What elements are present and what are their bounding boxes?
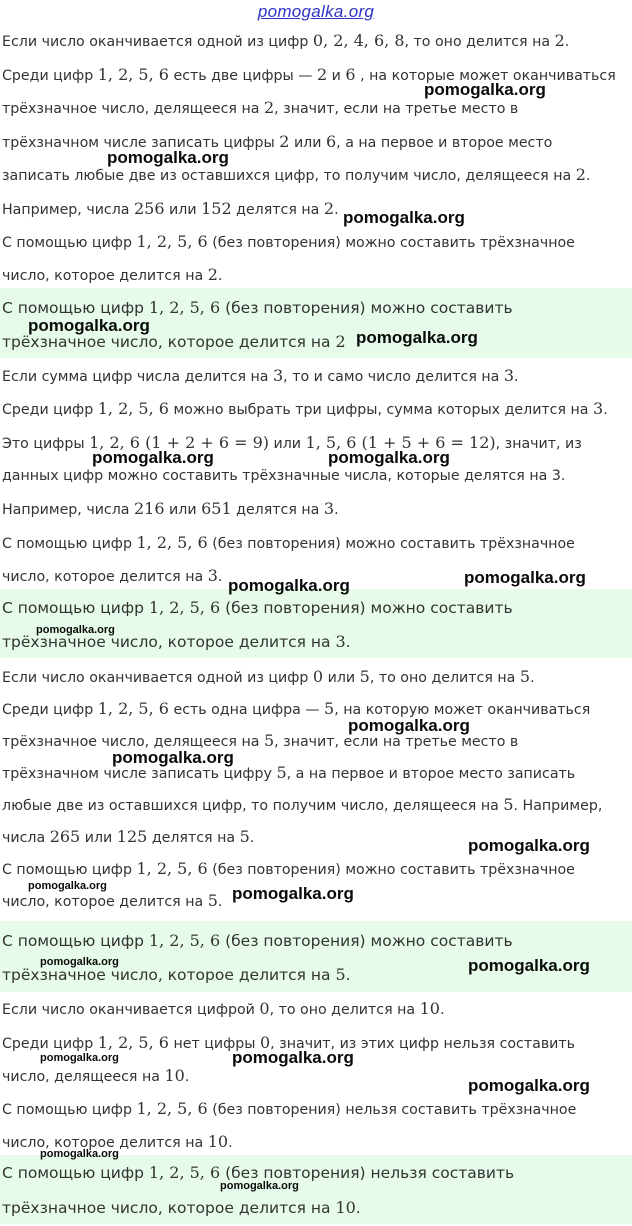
text-run: . <box>514 369 519 385</box>
watermark: pomogalka.org <box>348 716 470 735</box>
text-run: . <box>217 268 223 284</box>
math-expression: 5 <box>519 667 531 686</box>
text-run: . <box>334 502 339 518</box>
text-run: С помощью цифр <box>2 1102 137 1118</box>
math-expression: 2 <box>554 31 565 50</box>
math-expression: 3 <box>207 566 218 585</box>
text-run: С помощью цифр <box>2 235 137 251</box>
watermark: pomogalka.org <box>468 956 590 975</box>
math-expression: 6 <box>345 65 356 84</box>
watermark: pomogalka.org <box>107 148 229 167</box>
math-expression: 216 <box>134 499 165 518</box>
watermark: pomogalka.org <box>228 576 350 595</box>
text-run: или <box>269 436 306 452</box>
text-run: есть две цифры — <box>168 68 317 84</box>
text-run: или <box>164 202 202 218</box>
text-run: . <box>530 670 535 686</box>
watermark: pomogalka.org <box>232 884 354 903</box>
text-run: число, делящееся на <box>2 1069 165 1085</box>
math-expression: 1, 2, 5, 6 <box>97 399 169 418</box>
solution-line <box>2 859 628 880</box>
solution-line <box>2 667 628 688</box>
math-expression: 265 <box>49 827 81 846</box>
watermark: pomogalka.org <box>356 328 478 347</box>
math-expression: 3 <box>323 499 335 518</box>
text-run: (без повторения) можно составить <box>220 299 513 317</box>
math-expression: 1, 2, 5, 6 <box>136 1099 208 1118</box>
text-run: , значит, из этих цифр нельзя составить <box>270 1036 576 1052</box>
solution-line <box>2 699 628 720</box>
solution-line <box>2 98 628 119</box>
text-run: или <box>323 670 360 686</box>
math-expression: 5 <box>239 827 250 846</box>
text-run: . <box>228 1135 233 1151</box>
text-run: , то оно делится на <box>269 1002 420 1018</box>
text-run: С помощью цифр <box>2 536 137 552</box>
math-expression: 152 <box>201 199 232 218</box>
math-expression: 5 <box>335 965 346 984</box>
text-run: (без повторения) можно составить трёхзначное <box>207 862 575 878</box>
text-run: или <box>80 830 117 846</box>
math-expression: 3 <box>335 632 346 651</box>
text-run: Среди цифр <box>2 1036 98 1052</box>
math-expression: 1, 2, 5, 6 <box>97 699 169 718</box>
watermark: pomogalka.org <box>40 1052 119 1064</box>
text-run: . <box>355 1199 361 1217</box>
watermark: pomogalka.org <box>468 836 590 855</box>
text-run: . <box>345 633 351 651</box>
watermark: pomogalka.org <box>424 80 546 99</box>
math-expression: 5 <box>276 763 287 782</box>
math-expression: 0 <box>259 999 270 1018</box>
text-run: , на которые может оканчиваться <box>355 68 616 84</box>
text-run: С помощью цифр <box>2 299 149 317</box>
text-run: . <box>217 569 223 585</box>
math-expression: 0 <box>259 1033 271 1052</box>
text-run: . <box>217 894 223 910</box>
text-run: и <box>327 68 346 84</box>
text-run: трёхзначное число, делящееся на <box>2 734 264 750</box>
text-run: Если сумма цифр числа делится на <box>2 369 273 385</box>
math-expression: 256 <box>134 199 165 218</box>
math-expression: 2 <box>263 98 275 117</box>
text-run: данных цифр можно составить трёхзначные числа, которые делятся на 3. <box>2 468 566 484</box>
solution-line <box>2 499 628 520</box>
math-expression: 3 <box>503 366 515 385</box>
text-run: , значит, если на третье место в <box>274 734 519 750</box>
text-run: Если число оканчивается одной из цифр <box>2 670 313 686</box>
text-run: Если число оканчивается цифрой <box>2 1002 260 1018</box>
site-header <box>0 0 632 24</box>
watermark: pomogalka.org <box>40 956 119 968</box>
text-run: или <box>289 135 326 151</box>
text-run: нет цифры <box>168 1036 260 1052</box>
math-expression: 1, 2, 5, 6 <box>136 232 208 251</box>
text-run: (без повторения) можно составить <box>220 932 513 950</box>
math-expression: 5 <box>503 795 514 814</box>
math-expression: 10 <box>164 1066 185 1085</box>
math-expression: 6 <box>325 132 337 151</box>
text-run: С помощью цифр <box>2 932 149 950</box>
text-run: , то и само число делится на <box>283 369 504 385</box>
math-expression: 5 <box>207 891 218 910</box>
text-run: трёхзначное число, которое делится на <box>2 633 336 651</box>
watermark: pomogalka.org <box>92 448 214 467</box>
solution-line <box>2 763 628 784</box>
text-run: трёхзначное число, делящееся на <box>2 101 264 117</box>
text-run: . <box>345 966 351 984</box>
math-expression: 10 <box>207 1132 229 1151</box>
text-run: . <box>439 1002 445 1018</box>
text-run: С помощью цифр <box>2 862 137 878</box>
watermark: pomogalka.org <box>28 880 107 892</box>
text-run: . <box>334 202 339 218</box>
solution-line <box>2 132 628 153</box>
text-run: любые две из оставшихся цифр, то получим число, делящееся на <box>2 798 504 814</box>
math-expression: 2 <box>279 132 290 151</box>
text-run: Это цифры <box>2 436 90 452</box>
text-run: число, которое делится на <box>2 894 208 910</box>
math-expression: 5 <box>324 699 335 718</box>
watermark: pomogalka.org <box>36 624 115 636</box>
solution-line <box>2 265 628 286</box>
watermark: pomogalka.org <box>220 1180 299 1192</box>
text-run: Например, числа <box>2 202 134 218</box>
text-run: записать любые две из оставшихся цифр, то получим число, делящееся на <box>2 168 576 184</box>
site-link[interactable]: pomogalka.org <box>257 2 375 21</box>
watermark: pomogalka.org <box>232 1048 354 1067</box>
text-run: Если число оканчивается одной из цифр <box>2 34 313 50</box>
text-run: число, которое делится на <box>2 268 208 284</box>
text-run: , значит, если на третье место в <box>274 101 519 117</box>
text-run: (без повторения) нельзя составить трёхзначное <box>207 1102 577 1118</box>
math-expression: 1, 2, 5, 6 <box>148 298 221 317</box>
math-expression: 3 <box>593 399 604 418</box>
text-run: С помощью цифр <box>2 1164 149 1182</box>
text-run: или <box>164 502 202 518</box>
text-run: числа <box>2 830 50 846</box>
text-run: . <box>249 830 255 846</box>
math-expression: 1, 2, 6 (1 + 2 + 6 = 9) <box>89 433 269 452</box>
text-run: Например, числа <box>2 502 134 518</box>
text-run: есть одна цифра — <box>168 702 325 718</box>
solution-line <box>2 232 628 253</box>
math-expression: 1, 2, 5, 6 <box>148 598 221 617</box>
text-run: делятся на <box>231 502 324 518</box>
text-run: делятся на <box>231 202 324 218</box>
text-run: число, которое делится на <box>2 1135 208 1151</box>
text-run: С помощью цифр <box>2 599 149 617</box>
text-run: . <box>564 34 570 50</box>
text-run: , на которую может оканчиваться <box>334 702 591 718</box>
text-run: , то оно делится на <box>369 670 520 686</box>
math-expression: 1, 2, 5, 6 <box>136 533 208 552</box>
watermark: pomogalka.org <box>40 1148 119 1160</box>
math-expression: 1, 2, 5, 6 <box>148 931 221 950</box>
math-expression: 651 <box>201 499 232 518</box>
text-run: трёхзначное число, которое делится на <box>2 966 336 984</box>
text-run: , то оно делится на <box>404 34 555 50</box>
text-run: , значит, из <box>495 436 582 452</box>
text-run: , а на первое и второе место записать <box>286 766 576 782</box>
watermark: pomogalka.org <box>464 568 586 587</box>
text-run: (без повторения) можно составить трёхзначное <box>207 536 575 552</box>
text-run: число, которое делится на <box>2 569 208 585</box>
text-run: (без повторения) нельзя составить <box>220 1164 515 1182</box>
math-expression: 0 <box>312 667 324 686</box>
watermark: pomogalka.org <box>468 1076 590 1095</box>
text-run: делятся на <box>147 830 240 846</box>
math-expression: 5 <box>263 731 275 750</box>
math-expression: 2 <box>575 165 586 184</box>
solution-line <box>2 795 628 816</box>
math-expression: 10 <box>419 999 440 1018</box>
math-expression: 2 <box>316 65 328 84</box>
watermark: pomogalka.org <box>343 208 465 227</box>
answer-line <box>2 1198 628 1218</box>
answer-line <box>2 931 628 951</box>
text-run: (без повторения) можно составить трёхзначное <box>207 235 575 251</box>
text-run: трёхзначном числе записать цифру <box>2 766 277 782</box>
math-expression: 1, 5, 6 (1 + 5 + 6 = 12) <box>305 433 496 452</box>
text-run: трёхзначное число, которое делится на <box>2 333 336 351</box>
text-run: Среди цифр <box>2 402 98 418</box>
math-expression: 3 <box>272 366 284 385</box>
text-run: трёхзначное число, которое делится на <box>2 1199 336 1217</box>
text-run: Среди цифр <box>2 68 98 84</box>
answer-line <box>2 1163 628 1183</box>
solution-line <box>2 199 628 220</box>
watermark: pomogalka.org <box>28 316 150 335</box>
math-expression: 2 <box>335 332 346 351</box>
solution-line <box>2 366 628 387</box>
solution-line <box>2 999 628 1020</box>
watermark: pomogalka.org <box>328 448 450 467</box>
math-expression: 10 <box>335 1198 356 1217</box>
text-run: , а на первое и второе место <box>336 135 553 151</box>
math-expression: 2 <box>323 199 335 218</box>
text-run: можно выбрать три цифры, сумма которых делится на <box>168 402 594 418</box>
text-run: (без повторения) можно составить <box>220 599 513 617</box>
solution-line <box>2 165 628 186</box>
text-run: трёхзначном числе записать цифры <box>2 135 280 151</box>
math-expression: 1, 2, 5, 6 <box>136 859 208 878</box>
watermark: pomogalka.org <box>112 748 234 767</box>
answer-line <box>2 298 628 318</box>
solution-line <box>2 31 628 52</box>
solution-line <box>2 466 628 486</box>
math-expression: 1, 2, 5, 6 <box>97 65 169 84</box>
solution-line <box>2 1099 628 1120</box>
text-run: Среди цифр <box>2 702 98 718</box>
math-expression: 0, 2, 4, 6, 8 <box>312 31 405 50</box>
math-expression: 2 <box>207 265 218 284</box>
text-run: . <box>184 1069 190 1085</box>
text-run: . <box>603 402 608 418</box>
text-run: . Например, <box>513 798 603 814</box>
solution-line <box>2 533 628 554</box>
text-run: . <box>585 168 591 184</box>
answer-line <box>2 598 628 618</box>
math-expression: 1, 2, 5, 6 <box>148 1163 221 1182</box>
solution-line <box>2 399 628 420</box>
math-expression: 1, 2, 5, 6 <box>97 1033 169 1052</box>
solution-line <box>2 731 628 752</box>
math-expression: 125 <box>116 827 148 846</box>
math-expression: 5 <box>359 667 370 686</box>
